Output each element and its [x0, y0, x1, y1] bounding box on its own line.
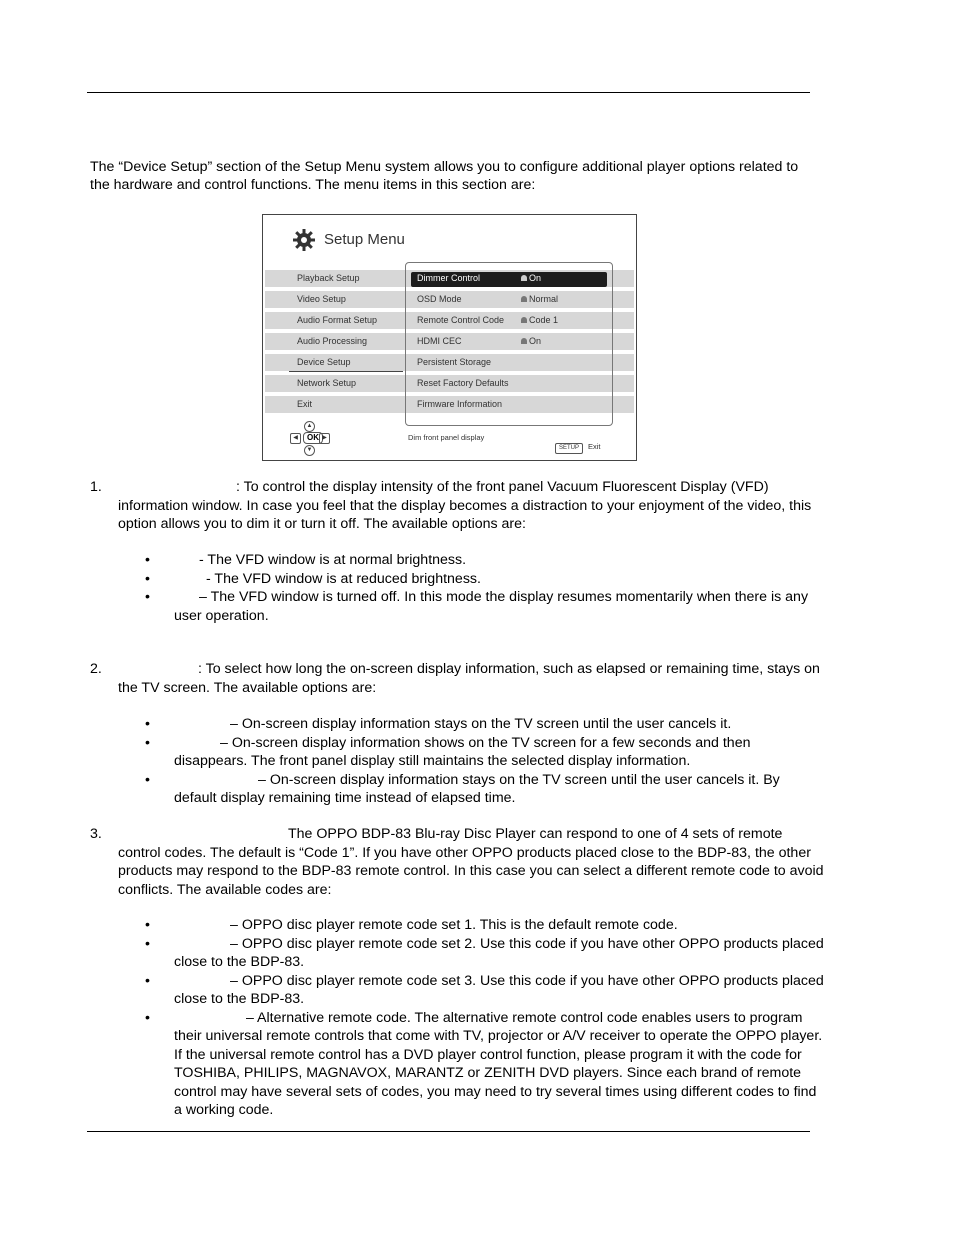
exit-label: Exit	[588, 442, 601, 451]
list-item: • – OPPO disc player remote code set 3. Use this code if you have other OPPO products placed close to the BDP-83.	[145, 972, 824, 1007]
list-item: • – OPPO disc player remote code set 2. Use this code if you have other OPPO products placed close to the BDP-83.	[145, 935, 824, 970]
dimmer-options	[145, 551, 825, 625]
section-osd-mode: 2. : To select how long the on-screen display information, such as elapsed or remaining time, stays on the TV screen. The available options are:	[90, 661, 820, 696]
bottom-rule	[87, 1131, 810, 1132]
section-dimmer-control: 1. : To control the display intensity of the front panel Vacuum Fluorescent Display (VFD) information window. In case you feel that the display becomes a distraction to your enjoyment of the video, this option allows you to dim it or turn it off. The available options are:	[90, 479, 812, 532]
nav-up-icon: ▲	[304, 420, 315, 432]
menu-item-exit[interactable]: Exit	[297, 399, 313, 409]
list-item: • - The VFD window is at reduced brightness.	[145, 570, 481, 587]
submenu-item-dimmer-control[interactable]: Dimmer Control	[417, 273, 481, 283]
section-remote-control-code: 3. The OPPO BDP-83 Blu-ray Disc Player can respond to one of 4 sets of remote control codes. The default is “Code 1”. If you have other OPPO products placed close to the BDP-83, the other products may respond to the BDP-83 remote control. In this case you can select a different remote code to avoid conflicts. The available codes are:	[90, 826, 824, 898]
ok-key: OK	[303, 432, 323, 444]
list-item: • – On-screen display information stays on the TV screen until the user cancels it.	[145, 716, 732, 732]
menu-item-audio-format-setup[interactable]: Audio Format Setup	[297, 315, 378, 325]
menu-item-audio-processing[interactable]: Audio Processing	[297, 336, 368, 346]
value-osd-mode[interactable]: Normal	[521, 291, 558, 308]
help-hint: Dim front panel display	[408, 433, 485, 442]
value-remote-code[interactable]: Code 1	[521, 312, 558, 329]
menu-item-video-setup[interactable]: Video Setup	[297, 294, 346, 304]
submenu-item-remote-control-code[interactable]: Remote Control Code	[417, 315, 505, 325]
top-rule	[87, 92, 810, 93]
value-hdmi-cec[interactable]: On	[521, 333, 541, 350]
intro-paragraph: The “Device Setup” section of the Setup Menu system allows you to configure additional player options related to the hardware and control functions. The menu items in this section are:	[90, 159, 799, 193]
menu-item-playback-setup[interactable]: Playback Setup	[297, 273, 360, 283]
submenu-item-firmware-information[interactable]: Firmware Information	[417, 399, 503, 409]
gear-icon	[293, 229, 315, 251]
list-item: • – OPPO disc player remote code set 1. This is the default remote code.	[145, 917, 678, 933]
nav-down-icon: ▼	[304, 444, 315, 456]
nav-right-icon: ▶	[319, 432, 330, 444]
list-item: • – Alternative remote code. The alternative remote control code enables users to program their universal remote controls that come with TV, projector or A/V receiver to operate the OPPO player. If the universal remote control has a DVD player control function, please program it with the code for TOSHIBA, PHILIPS, MAGNAVOX, MARANTZ or ZENITH DVD players. Since each brand of remote control may have several sets of codes, you may need to try several times using different codes to find a working code.	[145, 1009, 823, 1118]
nav-left-icon: ◀	[290, 432, 301, 444]
menu-item-network-setup[interactable]: Network Setup	[297, 378, 357, 388]
list-item: • - The VFD window is at normal brightness.	[145, 552, 467, 568]
submenu-item-reset-factory-defaults[interactable]: Reset Factory Defaults	[417, 378, 509, 388]
menu-item-device-setup[interactable]: Device Setup	[297, 357, 351, 367]
setup-key: SETUP	[555, 443, 583, 454]
submenu-item-persistent-storage[interactable]: Persistent Storage	[417, 357, 492, 367]
menu-title: Setup Menu	[324, 231, 405, 248]
submenu-item-osd-mode[interactable]: OSD Mode	[417, 294, 462, 304]
list-item: • – On-screen display information shows on the TV screen for a few seconds and then disappears. The front panel display still maintains the selected display information.	[145, 734, 751, 769]
value-dimmer[interactable]: On	[521, 270, 541, 287]
osd-options	[145, 715, 825, 808]
submenu-item-hdmi-cec[interactable]: HDMI CEC	[417, 336, 462, 346]
active-section-underline	[289, 371, 403, 372]
remote-code-options	[145, 916, 825, 1120]
setup-menu-figure	[262, 214, 637, 461]
list-item: • – On-screen display information stays on the TV screen until the user cancels it. By default display remaining time instead of elapsed time.	[145, 771, 780, 806]
list-item: • – The VFD window is turned off. In this mode the display resumes momentarily when there is any user operation.	[145, 589, 809, 624]
